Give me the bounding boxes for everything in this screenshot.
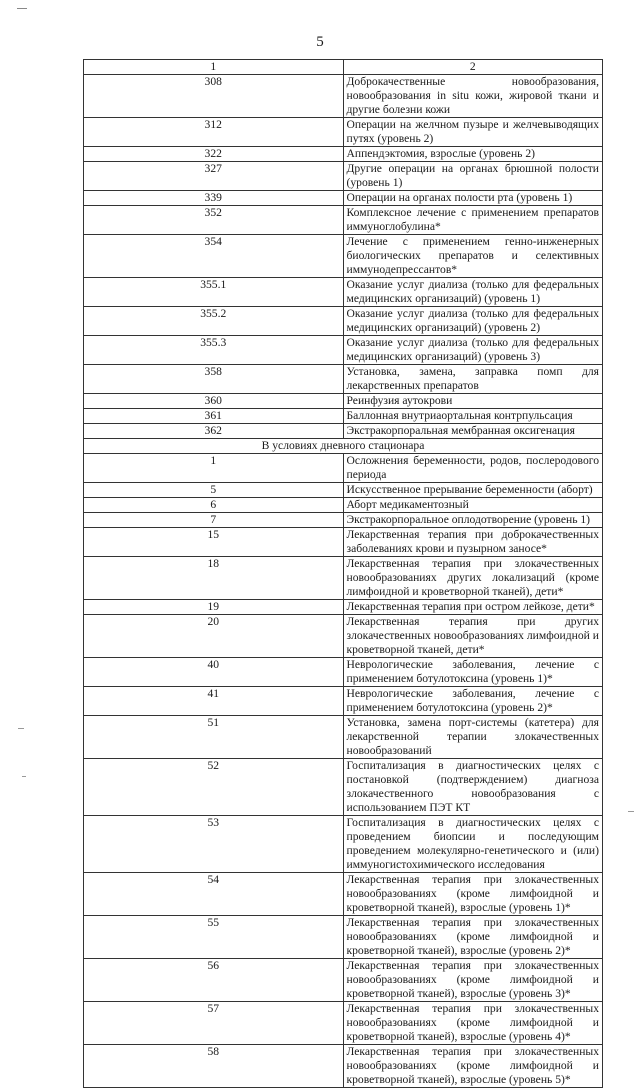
table-row (84, 959, 603, 1002)
row-code: 20 (84, 615, 344, 658)
row-code: 53 (84, 816, 344, 873)
row-description: Осложнения беременности, родов, послеродового периода (343, 454, 603, 483)
row-description: Лекарственная терапия при злокачественных новообразованиях (кроме лимфоидной и кроветворной тканей), взрослые (уровень 2)* (343, 916, 603, 959)
row-code: 57 (84, 1002, 344, 1045)
row-description: Баллонная внутриаортальная контрпульсация (343, 409, 603, 424)
table-row (84, 1002, 603, 1045)
scan-mark (17, 8, 27, 9)
table-row (84, 191, 603, 206)
row-code: 40 (84, 658, 344, 687)
column-header-code: 1 (84, 60, 344, 75)
row-code: 355.2 (84, 307, 344, 336)
table-row (84, 1045, 603, 1088)
page-number: 5 (316, 34, 324, 50)
row-code: 352 (84, 206, 344, 235)
table-row (84, 162, 603, 191)
row-description: Установка, замена, заправка помп для лекарственных препаратов (343, 365, 603, 394)
row-description: Госпитализация в диагностических целях с проведением биопсии и последующим проведением молекулярно-генетического и (или) иммуногистохимического исследования (343, 816, 603, 873)
row-description: Доброкачественные новообразования, новообразования in situ кожи, жировой ткани и другие болезни кожи (343, 75, 603, 118)
scan-mark (22, 776, 26, 777)
table-row (84, 615, 603, 658)
table-row (84, 658, 603, 687)
table-row (84, 424, 603, 439)
table-row (84, 916, 603, 959)
table-row (84, 118, 603, 147)
row-description: Лекарственная терапия при злокачественных новообразованиях (кроме лимфоидной и кроветворной тканей), взрослые (уровень 5)* (343, 1045, 603, 1088)
table-row (84, 278, 603, 307)
row-description: Лекарственная терапия при злокачественных новообразованиях других локализаций (кроме лимфоидной и кроветворной тканей), дети* (343, 557, 603, 600)
row-code: 358 (84, 365, 344, 394)
table-body (84, 75, 603, 1088)
row-code: 7 (84, 513, 344, 528)
row-description: Оказание услуг диализа (только для федеральных медицинских организаций) (уровень 2) (343, 307, 603, 336)
table-header-row (84, 60, 603, 75)
row-code: 355.1 (84, 278, 344, 307)
row-code: 339 (84, 191, 344, 206)
row-description: Лекарственная терапия при других злокачественных новообразованиях лимфоидной и кроветворной тканей, дети* (343, 615, 603, 658)
row-description: Лекарственная терапия при остром лейкозе, дети* (343, 600, 603, 615)
row-description: Неврологические заболевания, лечение с применением ботулотоксина (уровень 2)* (343, 687, 603, 716)
table-row (84, 498, 603, 513)
table-row (84, 816, 603, 873)
row-description: Лекарственная терапия при злокачественных новообразованиях (кроме лимфоидной и кроветворной тканей), взрослые (уровень 1)* (343, 873, 603, 916)
row-code: 312 (84, 118, 344, 147)
row-description: Реинфузия аутокрови (343, 394, 603, 409)
row-description: Другие операции на органах брюшной полости (уровень 1) (343, 162, 603, 191)
row-code: 1 (84, 454, 344, 483)
table-row (84, 687, 603, 716)
row-code: 322 (84, 147, 344, 162)
table-row (84, 513, 603, 528)
table-row (84, 307, 603, 336)
row-description: Комплексное лечение с применением препаратов иммуноглобулина* (343, 206, 603, 235)
row-description: Неврологические заболевания, лечение с применением ботулотоксина (уровень 1)* (343, 658, 603, 687)
row-description: Искусственное прерывание беременности (аборт) (343, 483, 603, 498)
procedures-table (83, 59, 603, 1088)
scan-mark (628, 811, 634, 812)
section-row (84, 439, 603, 454)
row-description: Госпитализация в диагностических целях с постановкой (подтверждением) диагноза злокачественного новообразования с использованием ПЭТ КТ (343, 759, 603, 816)
row-code: 15 (84, 528, 344, 557)
row-description: Лекарственная терапия при злокачественных новообразованиях (кроме лимфоидной и кроветворной тканей), взрослые (уровень 4)* (343, 1002, 603, 1045)
table-row (84, 483, 603, 498)
row-description: Аппендэктомия, взрослые (уровень 2) (343, 147, 603, 162)
row-description: Экстракорпоральная мембранная оксигенация (343, 424, 603, 439)
table-row (84, 394, 603, 409)
row-code: 362 (84, 424, 344, 439)
row-code: 56 (84, 959, 344, 1002)
table-row (84, 409, 603, 424)
table-row (84, 75, 603, 118)
table-row (84, 716, 603, 759)
row-code: 360 (84, 394, 344, 409)
table-row (84, 365, 603, 394)
table-row (84, 528, 603, 557)
table-row (84, 336, 603, 365)
row-code: 327 (84, 162, 344, 191)
row-code: 361 (84, 409, 344, 424)
row-description: Экстракорпоральное оплодотворение (уровень 1) (343, 513, 603, 528)
row-code: 308 (84, 75, 344, 118)
table-row (84, 235, 603, 278)
row-description: Лекарственная терапия при доброкачественных заболеваниях крови и пузырном заносе* (343, 528, 603, 557)
row-code: 54 (84, 873, 344, 916)
row-description: Лекарственная терапия при злокачественных новообразованиях (кроме лимфоидной и кроветворной тканей), взрослые (уровень 3)* (343, 959, 603, 1002)
table-row (84, 759, 603, 816)
row-code: 41 (84, 687, 344, 716)
row-code: 6 (84, 498, 344, 513)
table-row (84, 873, 603, 916)
row-description: Аборт медикаментозный (343, 498, 603, 513)
row-description: Операции на желчном пузыре и желчевыводящих путях (уровень 2) (343, 118, 603, 147)
table-row (84, 600, 603, 615)
section-title: В условиях дневного стационара (84, 439, 603, 454)
scan-mark (18, 728, 24, 729)
row-description: Установка, замена порт-системы (катетера) для лекарственной терапии злокачественных новообразований (343, 716, 603, 759)
column-header-description: 2 (343, 60, 603, 75)
row-code: 355.3 (84, 336, 344, 365)
row-code: 19 (84, 600, 344, 615)
row-code: 55 (84, 916, 344, 959)
row-code: 5 (84, 483, 344, 498)
table-row (84, 147, 603, 162)
row-code: 354 (84, 235, 344, 278)
table-row (84, 206, 603, 235)
row-code: 18 (84, 557, 344, 600)
row-description: Оказание услуг диализа (только для федеральных медицинских организаций) (уровень 3) (343, 336, 603, 365)
row-description: Лечение с применением генно-инженерных биологических препаратов и селективных иммунодепрессантов* (343, 235, 603, 278)
table-row (84, 454, 603, 483)
row-description: Операции на органах полости рта (уровень 1) (343, 191, 603, 206)
row-code: 51 (84, 716, 344, 759)
table-row (84, 557, 603, 600)
row-description: Оказание услуг диализа (только для федеральных медицинских организаций) (уровень 1) (343, 278, 603, 307)
row-code: 58 (84, 1045, 344, 1088)
row-code: 52 (84, 759, 344, 816)
